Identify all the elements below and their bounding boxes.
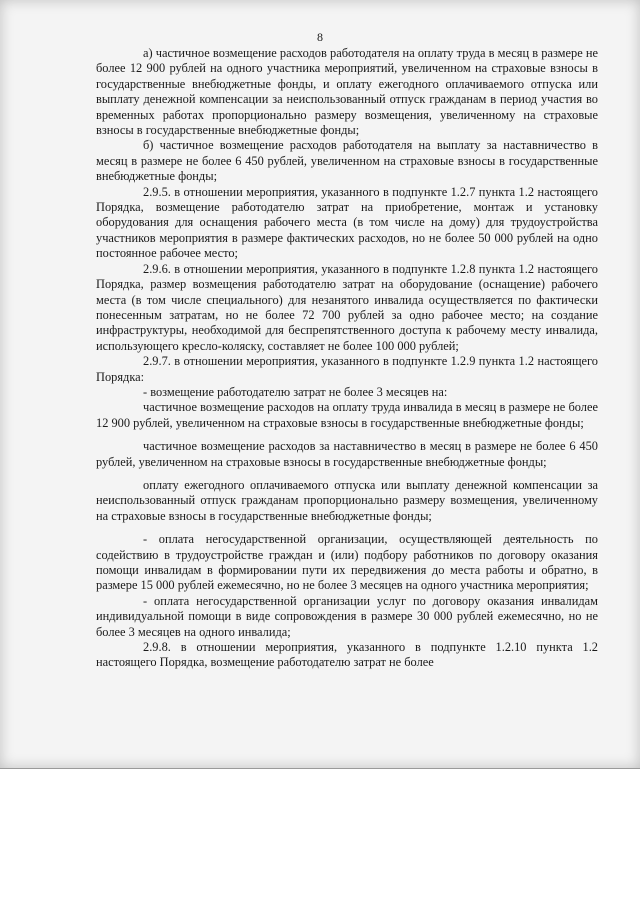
blank-area <box>0 769 640 906</box>
paragraph-2-9-6: 2.9.6. в отношении мероприятия, указанного в подпункте 1.2.8 пункта 1.2 настоящего Порядка, размер возмещения работодателю затрат на оборудование (оснащение) рабочего места (в том числе специального) для незанятого инвалида осуществляется по фактически понесенным затратам, но не более 72 700 рублей за одно рабочее место; на создание инфраструктуры, необходимой для беспрепятственного доступа к рабочему месту инвалида, использующего кресло-коляску, составляет не более 100 000 рублей; <box>96 261 598 353</box>
paragraph-spacer <box>96 470 598 478</box>
paragraph-2-9-8: 2.9.8. в отношении мероприятия, указанного в подпункте 1.2.10 пункта 1.2 настоящего Порядка, возмещение работодателю затрат не более <box>96 640 598 670</box>
list-item-ngo-route-help: - оплата негосударственной организации, осуществляющей деятельность по содействию в трудоустройстве граждан и (или) подбору работников по договору оказания помощи инвалидам в формировании пути их передвижения до места работы и обратно, в размере 15 000 рублей ежемесячно, но не более 3 месяцев на одного участника мероприятия; <box>96 532 598 593</box>
paragraph-mentorship: частичное возмещение расходов за наставничество в месяц в размере не более 6 450 рублей, увеличенном на страховые взносы в государственные внебюджетные фонды; <box>96 439 598 469</box>
paragraph-2-9-4-b: б) частичное возмещение расходов работодателя на выплату за наставничество в месяц в размере не более 6 450 рублей, увеличенном на страховые взносы в государственные внебюджетные фонды; <box>96 138 598 184</box>
paragraph-2-9-5: 2.9.5. в отношении мероприятия, указанного в подпункте 1.2.7 пункта 1.2 настоящего Порядка, возмещение работодателю затрат на приобретение, монтаж и установку оборудования для оснащения рабочего места (в том числе на дому) для трудоустройства участников мероприятия в размере фактических расходов, но не более 50 000 рублей на одно постоянное рабочее место; <box>96 184 598 261</box>
paragraph-2-9-7: 2.9.7. в отношении мероприятия, указанного в подпункте 1.2.9 пункта 1.2 настоящего Порядка: <box>96 354 598 384</box>
list-item-ngo-escort: - оплата негосударственной организации услуг по договору оказания инвалидам индивидуальной помощи в виде сопровождения в размере 30 000 рублей ежемесячно, но не более 3 месяцев на одного инвалида; <box>96 593 598 639</box>
paragraph-vacation-pay: оплату ежегодного оплачиваемого отпуска или выплату денежной компенсации за неиспользованный отпуск гражданам пропорционально размеру возмещения, увеличенному на страховые взносы в государственные внебюджетные фонды; <box>96 477 598 523</box>
paragraph-2-9-4-a: а) частичное возмещение расходов работодателя на оплату труда в месяц в размере не более 12 900 рублей на одного участника мероприятий, увеличенном на страховые взносы в государственные внебюджетные фонды, и оплату ежегодного оплачиваемого отпуска или выплату денежной компенсации за неиспользованный отпуск гражданам в период участия во временных работах пропорционально размеру возмещения, увеличенному на страховые взносы в государственные внебюджетные фонды; <box>96 46 598 138</box>
paragraph-spacer <box>96 431 598 439</box>
document-body <box>96 46 598 671</box>
paragraph-spacer <box>96 524 598 532</box>
page-number: 8 <box>317 30 323 44</box>
paragraph-wage-compensation: частичное возмещение расходов на оплату труда инвалида в месяц в размере не более 12 900 рублей, увеличенном на страховые взносы в государственные внебюджетные фонды; <box>96 400 598 430</box>
list-item-reimbursement: - возмещение работодателю затрат не более 3 месяцев на: <box>143 384 448 399</box>
